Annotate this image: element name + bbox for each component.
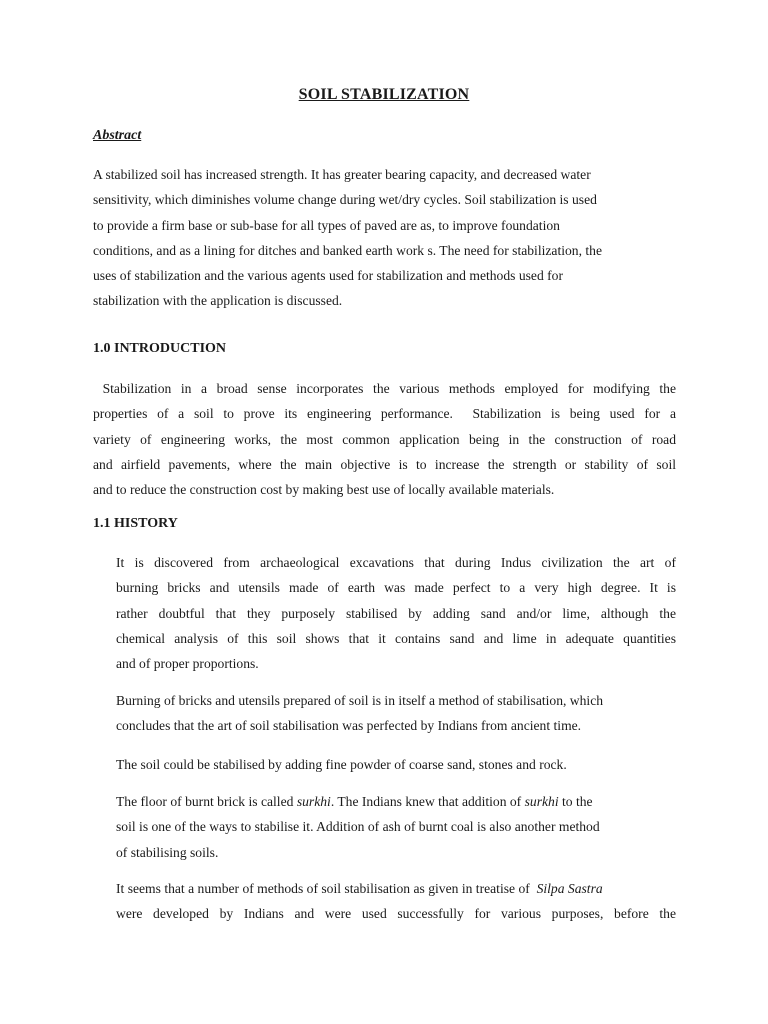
- text-run: to the: [558, 794, 593, 809]
- history-line: of stabilising soils.: [116, 844, 219, 860]
- history-heading: 1.1 HISTORY: [93, 516, 178, 531]
- introduction-line: variety of engineering works, the most common application being in the construction of road: [93, 431, 676, 447]
- history-paragraph-1: [116, 550, 676, 676]
- text-run: It seems that a number of methods of soil stabilisation as given in treatise of: [116, 881, 534, 896]
- introduction-paragraph: [93, 376, 676, 502]
- history-line: were developed by Indians and were used successfully for various purposes, before the: [116, 906, 676, 922]
- history-line: soil is one of the ways to stabilise it. Addition of ash of burnt coal is also another method: [116, 819, 600, 835]
- surkhi-term: surkhi: [524, 794, 559, 809]
- history-line: The soil could be stabilised by adding fine powder of coarse sand, stones and rock.: [116, 757, 567, 772]
- text-run: . The Indians knew that addition of: [330, 794, 525, 809]
- abstract-line: stabilization with the application is discussed.: [93, 293, 343, 309]
- history-paragraph-2: [116, 688, 686, 739]
- history-line: and of proper proportions.: [116, 656, 259, 672]
- history-paragraph-3: [116, 752, 686, 777]
- abstract-line: conditions, and as a lining for ditches and banked earth work s. The need for stabilization, the: [93, 242, 602, 258]
- document-title: SOIL STABILIZATION: [298, 86, 470, 103]
- abstract-heading: Abstract: [93, 128, 142, 143]
- introduction-line: Stabilization in a broad sense incorporates the various methods employed for modifying the: [93, 381, 676, 396]
- introduction-line: and to reduce the construction cost by making best use of locally available materials.: [93, 482, 555, 498]
- abstract-line: to provide a firm base or sub-base for all types of paved are as, to improve foundation: [93, 217, 560, 233]
- history-line: chemical analysis of this soil shows that it contains sand and lime in adequate quantities: [116, 630, 676, 646]
- abstract-line: sensitivity, which diminishes volume change during wet/dry cycles. Soil stabilization is used: [93, 192, 597, 208]
- introduction-line: properties of a soil to prove its engineering performance. Stabilization is being used for a: [93, 406, 676, 422]
- history-line: It is discovered from archaeological excavations that during Indus civilization the art of: [116, 555, 676, 570]
- text-run: The floor of burnt brick is called: [116, 794, 297, 809]
- introduction-heading: 1.0 INTRODUCTION: [93, 341, 227, 356]
- history-paragraph-5: [116, 876, 676, 927]
- history-paragraph-4: [116, 789, 686, 865]
- introduction-line: and airfield pavements, where the main objective is to increase the strength or stability of soil: [93, 456, 676, 472]
- silpa-sastra-term: Silpa Sastra: [533, 881, 603, 896]
- surkhi-term: surkhi: [296, 794, 331, 809]
- history-line: rather doubtful that they purposely stabilised by adding sand and/or lime, although the: [116, 605, 676, 621]
- history-line: [116, 876, 676, 901]
- abstract-line: A stabilized soil has increased strength. It has greater bearing capacity, and decreased water: [93, 167, 591, 182]
- abstract-paragraph: [93, 162, 683, 314]
- history-line: [116, 789, 686, 814]
- history-line: concludes that the art of soil stabilisation was perfected by Indians from ancient time.: [116, 718, 582, 734]
- history-line: burning bricks and utensils made of earth was made perfect to a very high degree. It is: [116, 580, 676, 596]
- history-line: Burning of bricks and utensils prepared of soil is in itself a method of stabilisation, which: [116, 693, 604, 708]
- abstract-line: uses of stabilization and the various agents used for stabilization and methods used for: [93, 268, 564, 284]
